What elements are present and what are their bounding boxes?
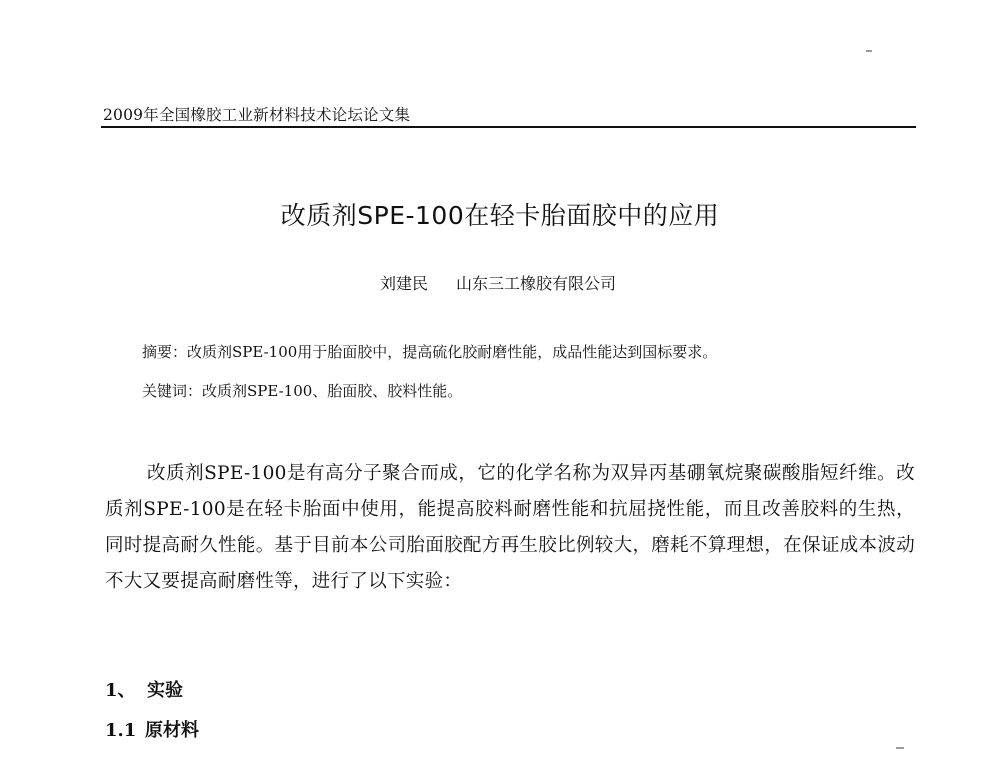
page-title: 改质剂SPE-100在轻卡胎面胶中的应用: [280, 201, 720, 230]
byline: [380, 271, 616, 294]
scan-artifact: [896, 747, 904, 749]
subsection-title: 原材料: [145, 720, 199, 741]
section-number: 1、: [105, 680, 136, 701]
section-heading-1-1: [105, 716, 199, 742]
keywords: 关键词：改质剂SPE-100、胎面胶、胶料性能。: [142, 382, 463, 400]
section-heading-1: [105, 676, 183, 702]
section-title: 实验: [147, 680, 183, 701]
author-affiliation: 山东三工橡胶有限公司: [456, 274, 617, 293]
header-rule: [101, 126, 916, 128]
running-header: 2009年全国橡胶工业新材料技术论坛论文集: [103, 106, 411, 124]
body-paragraph: 改质剂SPE-100是有高分子聚合而成，它的化学名称为双异丙基硼氧烷聚碳酸脂短纤维。改质剂SPE-100是在轻卡胎面中使用，能提高胶料耐磨性能和抗屈挠性能，而且改善胶料的生热，同时提高耐久性能。基于目前本公司胎面胶配方再生胶比例较大，磨耗不算理想，在保证成本波动不大又要提高耐磨性等，进行了以下实验：: [105, 463, 915, 592]
abstract: 摘要：改质剂SPE-100用于胎面胶中，提高硫化胶耐磨性能，成品性能达到国标要求。: [142, 343, 718, 361]
scan-artifact: [866, 50, 872, 52]
subsection-number: 1.1: [105, 720, 137, 741]
author-name: 刘建民: [380, 274, 429, 293]
